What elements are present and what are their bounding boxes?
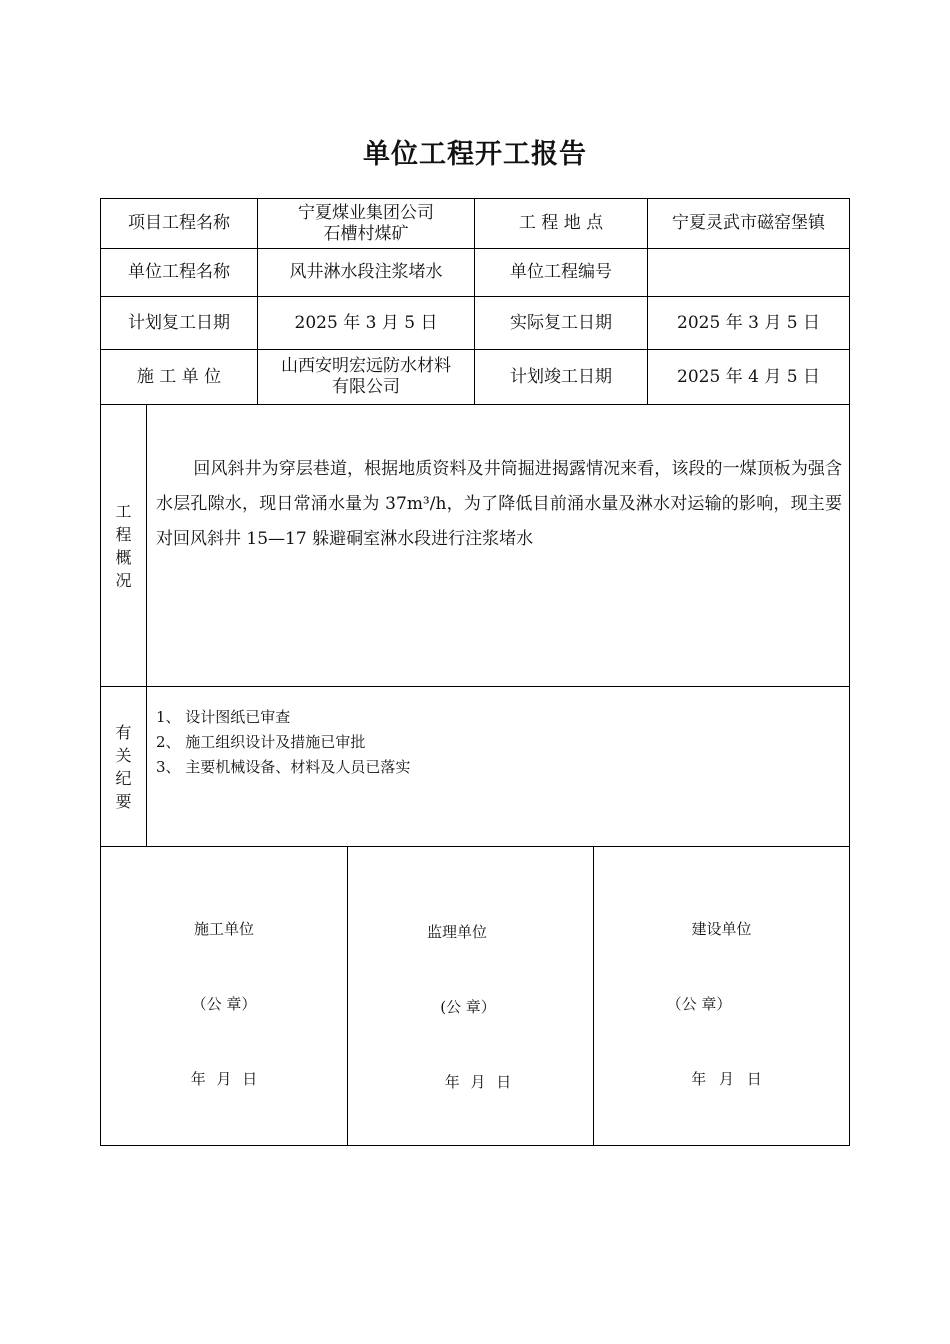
overview-label-char: 况: [115, 570, 132, 590]
unit-number-value: [648, 249, 849, 296]
overview-label-char: 程: [115, 524, 132, 544]
notes-label-char: 纪: [115, 768, 132, 788]
signature-unit-name: 监理单位: [426, 923, 487, 941]
planned-complete-label: 计划竣工日期: [510, 366, 612, 387]
unit-name-label: 单位工程名称: [128, 262, 230, 282]
overview-label-char: 概: [115, 547, 132, 567]
signature-date: 年 月 日: [190, 1070, 258, 1088]
contractor-label: 施 工 单 位: [136, 366, 222, 387]
project-name-label: 项目工程名称: [128, 213, 230, 233]
planned-resume-value: 2025 年 3 月 5 日: [294, 312, 438, 333]
contractor-line1: 山西安明宏远防水材料: [281, 356, 451, 376]
notes-label-char: 关: [115, 745, 132, 765]
actual-resume-value: 2025 年 3 月 5 日: [677, 312, 820, 333]
project-name-line1: 宁夏煤业集团公司: [298, 202, 434, 223]
list-item: 1、 设计图纸已审查: [156, 708, 291, 726]
list-item: 2、 施工组织设计及措施已审批: [156, 733, 366, 751]
signature-seal: (公 章）: [440, 998, 496, 1016]
project-name-value: [258, 199, 474, 248]
contractor-line2: 有限公司: [332, 377, 400, 397]
unit-name-value: 风井淋水段注浆堵水: [289, 262, 443, 282]
actual-resume-label: 实际复工日期: [510, 312, 612, 333]
list-item: 3、 主要机械设备、材料及人员已落实: [156, 758, 411, 776]
overview-text: 回风斜井为穿层巷道，根据地质资料及井筒掘进揭露情况来看，该段的一煤顶板为强含水层孔隙水，现日常涌水量为 37m³/h，为了降低目前涌水量及淋水对运输的影响，现主要对回风斜井 15—17 躲避硐室淋水段进行注浆堵水: [156, 459, 842, 549]
unit-number-label: 单位工程编号: [510, 262, 612, 282]
signature-unit-name: 建设单位: [691, 920, 752, 938]
planned-complete-value: 2025 年 4 月 5 日: [677, 366, 820, 387]
project-name-line2: 石槽村煤矿: [323, 223, 409, 244]
location-label: 工 程 地 点: [518, 213, 604, 233]
overview-label-char: 工: [115, 501, 132, 521]
signature-unit-name: 施工单位: [193, 920, 254, 938]
notes-label-char: 要: [115, 791, 132, 811]
contractor-value: [258, 350, 474, 404]
notes-label-char: 有: [115, 722, 132, 742]
overview-label: [101, 405, 146, 686]
signature-date: 年 月 日: [444, 1073, 512, 1091]
planned-resume-label: 计划复工日期: [128, 312, 230, 333]
page-title: 单位工程开工报告: [363, 139, 587, 170]
notes-label: [101, 687, 146, 846]
location-value: 宁夏灵武市磁窑堡镇: [672, 213, 825, 233]
signature-seal: （公 章）: [666, 995, 732, 1013]
signature-seal: （公 章）: [191, 995, 257, 1013]
signature-date: 年 月 日: [691, 1070, 762, 1088]
notes-list: [156, 705, 410, 780]
